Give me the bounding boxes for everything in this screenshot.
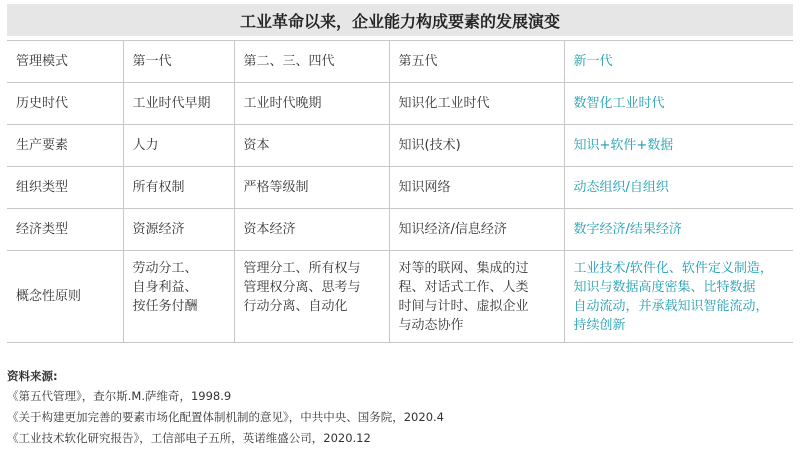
cell-line: 自身利益、 [132,280,198,295]
table-cell: 资本 [234,125,389,167]
row-label: 管理模式 [7,41,123,83]
table-cell: 第二、三、四代 [234,41,389,83]
cell-line: 管理分工、所有权与 [243,261,361,276]
table-row [7,167,793,209]
sources-section [7,366,793,449]
highlight-cell: 知识+软件+数据 [564,125,793,167]
table-cell: 知识化工业时代 [389,83,564,125]
sources-heading: 资料来源: [7,369,58,383]
table-cell: 资本经济 [234,209,389,251]
cell-line: 劳动分工、 [132,261,198,276]
cell-line: 管理权分离、思考与 [243,280,361,295]
table-row [7,41,793,83]
table-cell: 严格等级制 [234,167,389,209]
source-item: 《工业技术软化研究报告》，工信部电子五所，英诺维盛公司，2020.12 [7,431,371,445]
cell-line: 对等的联网、集成的过 [398,261,529,276]
table-cell: 知识网络 [389,167,564,209]
cell-line: 时间与计时、虚拟企业 [398,299,529,314]
table-cell: 资源经济 [123,209,234,251]
cell-line: 程、对话式工作、人类 [398,280,529,295]
cell-line: 持续创新 [573,318,626,333]
table-cell: 第五代 [389,41,564,83]
table-cell: 所有权制 [123,167,234,209]
cell-line: 知识与数据高度密集、比特数据 [573,280,756,295]
source-item: 《关于构建更加完善的要素市场化配置体制机制的意见》，中共中央、国务院，2020.4 [7,410,444,424]
source-item: 《第五代管理》，查尔斯.M.萨维奇，1998.9 [7,389,232,403]
table-cell: 知识经济/信息经济 [389,209,564,251]
highlight-cell: 动态组织/自组织 [564,167,793,209]
cell-line: 工业技术/软件化、软件定义制造， [573,261,773,276]
highlight-cell: 数字经济/结果经济 [564,209,793,251]
table-cell: 工业时代晚期 [234,83,389,125]
highlight-cell [564,251,793,343]
cell-line: 与动态协作 [398,318,464,333]
table-cell: 知识(技术) [389,125,564,167]
row-label: 生产要素 [7,125,123,167]
highlight-cell: 新一代 [564,41,793,83]
comparison-table [7,40,793,343]
row-label: 概念性原则 [7,251,123,343]
table-row [7,251,793,343]
table-row [7,209,793,251]
highlight-cell: 数智化工业时代 [564,83,793,125]
table-row [7,125,793,167]
table-cell: 第一代 [123,41,234,83]
table-cell [234,251,389,343]
table-row [7,83,793,125]
cell-line: 自动流动，并承载知识智能流动， [573,299,769,314]
cell-line: 行动分离、自动化 [243,299,348,314]
row-label: 经济类型 [7,209,123,251]
table-cell [389,251,564,343]
cell-line: 按任务付酬 [132,299,198,314]
row-label: 组织类型 [7,167,123,209]
row-label: 历史时代 [7,83,123,125]
table-cell: 工业时代早期 [123,83,234,125]
table-title: 工业革命以来，企业能力构成要素的发展演变 [7,4,793,36]
table-cell: 人力 [123,125,234,167]
table-cell [123,251,234,343]
